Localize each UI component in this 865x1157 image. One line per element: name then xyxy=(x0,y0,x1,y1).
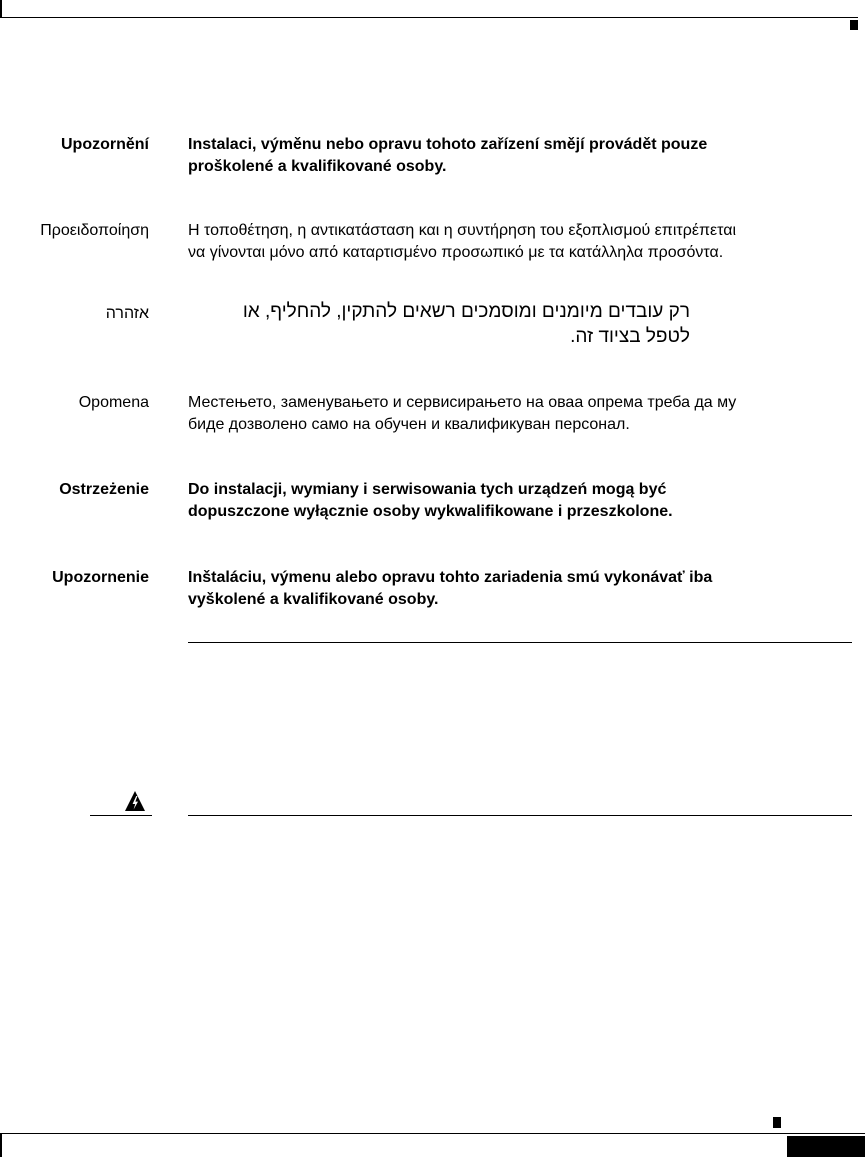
warning-text xyxy=(188,392,858,436)
warning-lightning-icon xyxy=(124,790,146,812)
warning-label: אזהרה xyxy=(105,305,149,322)
warning-text-line: Η τοποθέτηση, η αντικατάσταση και η συντήρηση του εξοπλισμού επιτρέπεται xyxy=(188,222,737,239)
page-corner-mark xyxy=(0,0,2,18)
section-divider xyxy=(188,642,852,643)
warning-label: Upozornenie xyxy=(52,569,149,586)
page-corner-mark xyxy=(0,1133,2,1157)
warning-text-line: רק עובדים מיומנים ומוסמכים רשאים להתקין, להחליף, או xyxy=(242,301,690,322)
warning-text xyxy=(188,220,858,264)
warning-text-line: να γίνονται μόνο από καταρτισμένο προσωπικό με τα κατάλληλα προσόντα. xyxy=(188,244,724,261)
header-rule xyxy=(0,17,858,18)
header-marker xyxy=(850,20,858,30)
warning-label: Opomena xyxy=(78,394,149,411)
warning-text xyxy=(188,567,858,611)
warning-icon-underline xyxy=(90,815,152,816)
warning-label: Ostrzeżenie xyxy=(59,481,149,498)
warning-text-line: Местењето, заменувањето и сервисирањето на оваа опрема треба да му xyxy=(188,394,737,411)
warning-rule xyxy=(188,815,852,816)
warning-text xyxy=(150,299,690,349)
warning-text-line: Inštaláciu, výmenu alebo opravu tohto zariadenia smú vykonávať iba xyxy=(188,569,713,586)
warning-text-line: proškolené a kvalifikované osoby. xyxy=(188,158,447,175)
warning-label: Upozornění xyxy=(61,136,149,153)
warning-text-line: vyškolené a kvalifikované osoby. xyxy=(188,591,439,608)
footer-rule xyxy=(0,1133,865,1134)
warning-text-line: לטפל בציוד זה. xyxy=(570,326,690,347)
warning-text xyxy=(188,134,858,178)
warning-text-line: Instalaci, výměnu nebo opravu tohoto zařízení smějí provádět pouze xyxy=(188,136,708,153)
warning-text-line: биде дозволено само на обучен и квалификуван персонал. xyxy=(188,416,630,433)
warning-text xyxy=(188,479,858,523)
warning-label: Προειδοποίηση xyxy=(40,222,149,239)
warning-text-line: dopuszczone wyłącznie osoby wykwalifikowane i przeszkolone. xyxy=(188,503,673,520)
page-number-tab xyxy=(787,1136,865,1157)
footer-marker xyxy=(773,1117,781,1128)
warning-text-line: Do instalacji, wymiany i serwisowania tych urządzeń mogą być xyxy=(188,481,667,498)
